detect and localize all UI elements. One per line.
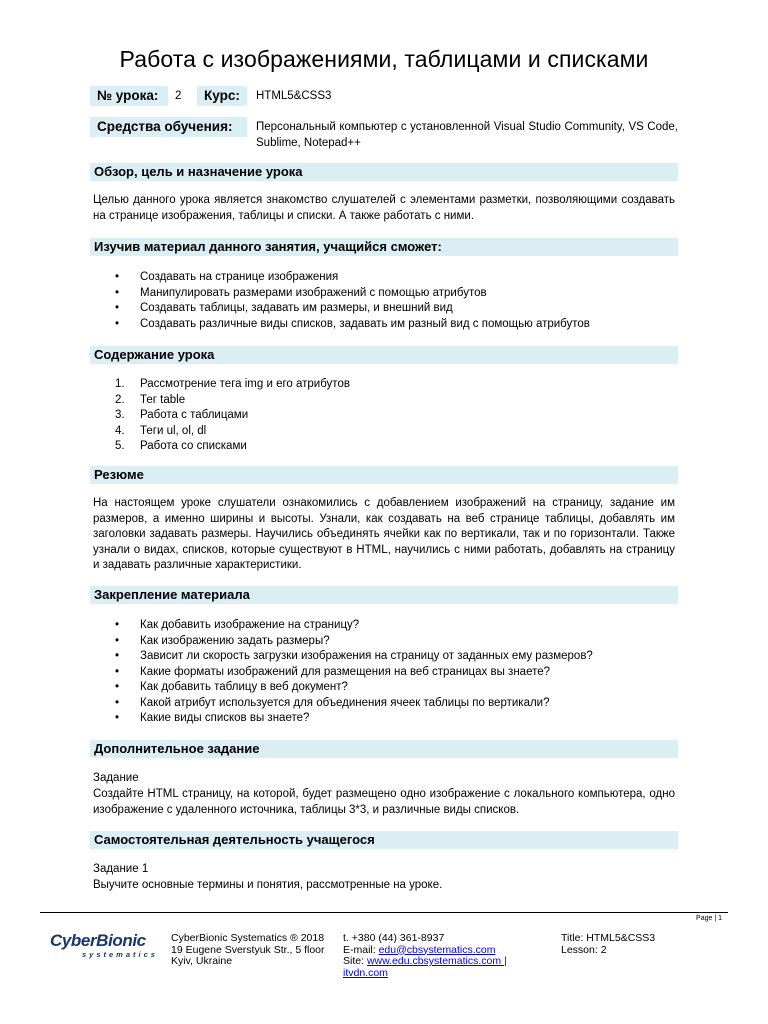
bullet-marker: • — [115, 302, 120, 314]
learning-tools-row — [90, 117, 678, 159]
bullet-marker: • — [115, 619, 120, 631]
bullet-marker: • — [115, 712, 120, 724]
itvdn-link[interactable]: itvdn.com — [343, 966, 388, 979]
list-number: 3. — [115, 409, 125, 421]
company-name: CyberBionic Systematics ® 2018 — [171, 932, 325, 944]
contents-list — [115, 377, 675, 455]
email-link[interactable]: edu@cbsystematics.com — [378, 943, 496, 956]
extra-task-text: Создайте HTML страницу, на которой, будет размещено одно изображение с локального компьютера, одно изображение с удаленного источника, таблицы 3*3, и различные виды списков. — [93, 788, 675, 816]
company-address: 19 Eugene Sverstyuk Str., 5 floor — [171, 943, 325, 956]
course-label: Курс: — [197, 86, 247, 106]
list-item: 3. Работа с таблицами — [115, 408, 675, 424]
learning-tools-label: Средства обучения: — [90, 117, 247, 137]
footer-title: Title: HTML5&CSS3 — [561, 932, 656, 944]
overview-text: Целью данного урока является знакомство слушателей с элементами разметки, позволяющими создавать на странице изображения, таблицы и списки. А также работать с ними. — [93, 194, 675, 222]
summary-text: На настоящем уроке слушатели ознакомились с добавлением изображений на страницу, задание им размеров, а именно ширины и высоты. Узнали, как создавать на веб странице таблицы, добавлять им заголовки задавать размеры. Научились объединять ячейки как по вертикали, так и по горизонтали. Также узнали о видах, списков, которые существуют в HTML, научились с ними работать, добавлять на страницу и задавать различные характеристики. — [93, 497, 675, 571]
section-heading-contents: Содержание урока — [90, 346, 678, 364]
footer-lesson: Lesson: 2 — [561, 943, 607, 956]
outcomes-list — [115, 270, 675, 332]
self-task-text: Выучите основные термины и понятия, рассмотренные на уроке. — [93, 879, 443, 891]
logo-subtitle: systematics — [82, 950, 158, 959]
list-number: 5. — [115, 440, 125, 452]
document-title: Работа с изображениями, таблицами и списками — [119, 46, 649, 72]
list-item: • Создавать различные виды списков, задавать им разный вид с помощью атрибутов — [115, 317, 675, 333]
phone-number: t. +380 (44) 361-8937 — [343, 932, 445, 944]
cyberbionic-logo — [50, 932, 156, 966]
company-city: Kyiv, Ukraine — [171, 955, 233, 967]
list-item: 4. Теги ul, ol, dl — [115, 424, 675, 440]
list-item: 5. Работа со списками — [115, 439, 675, 455]
list-item: • Манипулировать размерами изображений с помощью атрибутов — [115, 286, 675, 302]
section-heading-outcomes: Изучив материал данного занятия, учащийся сможет: — [90, 238, 678, 256]
lesson-number-label: № урока: — [90, 86, 168, 106]
footer-divider — [40, 912, 728, 913]
course-value: HTML5&CSS3 — [256, 90, 332, 102]
extra-task-label: Задание — [93, 772, 139, 784]
bullet-marker: • — [115, 650, 120, 662]
list-item: • Создавать на странице изображения — [115, 270, 675, 286]
bullet-marker: • — [115, 286, 120, 299]
page-number: Page | 1 — [696, 915, 722, 922]
self-task-label: Задание 1 — [93, 863, 149, 875]
bullet-marker: • — [115, 696, 120, 709]
list-item: • Зависит ли скорость загрузки изображения на страницу от заданных ему размеров? — [115, 649, 675, 665]
site-link[interactable]: www.edu.cbsystematics.com | — [366, 955, 507, 967]
section-heading-overview: Обзор, цель и назначение урока — [90, 163, 678, 181]
list-item: • Какой атрибут используется для объединения ячеек таблицы по вертикали? — [115, 696, 675, 712]
list-item: 1. Рассмотрение тега img и его атрибутов — [115, 377, 675, 393]
footer-doc-info — [561, 933, 655, 956]
list-number: 2. — [115, 393, 125, 406]
learning-tools-value: Персональный компьютер с установленной Visual Studio Community, VS Code, Sublime, Notepad++ — [256, 121, 678, 149]
bullet-marker: • — [115, 317, 120, 330]
list-item: • Как добавить таблицу в веб документ? — [115, 680, 675, 696]
logo-wordmark: CyberBionic — [50, 931, 146, 950]
list-number: 4. — [115, 424, 125, 437]
section-heading-summary: Резюме — [90, 466, 678, 484]
list-item: • Какие форматы изображений для размещения на веб страницах вы знаете? — [115, 665, 675, 681]
site-line-2 — [343, 968, 507, 980]
list-item: 2. Тег table — [115, 393, 675, 409]
footer-contacts — [343, 933, 507, 979]
list-item: • Создавать таблицы, задавать им размеры, и внешний вид — [115, 301, 675, 317]
site-line: Site: www.edu.cbsystematics.com | — [343, 955, 507, 967]
footer-company-info — [171, 933, 325, 968]
lesson-meta-row — [90, 86, 390, 106]
bullet-marker: • — [115, 665, 120, 678]
bullet-marker: • — [115, 634, 120, 647]
section-heading-review: Закрепление материала — [90, 586, 678, 604]
bullet-marker: • — [115, 271, 120, 283]
lesson-number-value: 2 — [175, 90, 182, 102]
bullet-marker: • — [115, 681, 120, 693]
review-list — [115, 618, 675, 727]
email-line: E-mail: edu@cbsystematics.com — [343, 943, 496, 956]
list-number: 1. — [115, 378, 125, 390]
section-heading-extra: Дополнительное задание — [90, 740, 678, 758]
list-item: • Как добавить изображение на страницу? — [115, 618, 675, 634]
list-item: • Какие виды списков вы знаете? — [115, 711, 675, 727]
section-heading-self-study: Самостоятельная деятельность учащегося — [90, 831, 678, 849]
list-item: • Как изображению задать размеры? — [115, 634, 675, 650]
